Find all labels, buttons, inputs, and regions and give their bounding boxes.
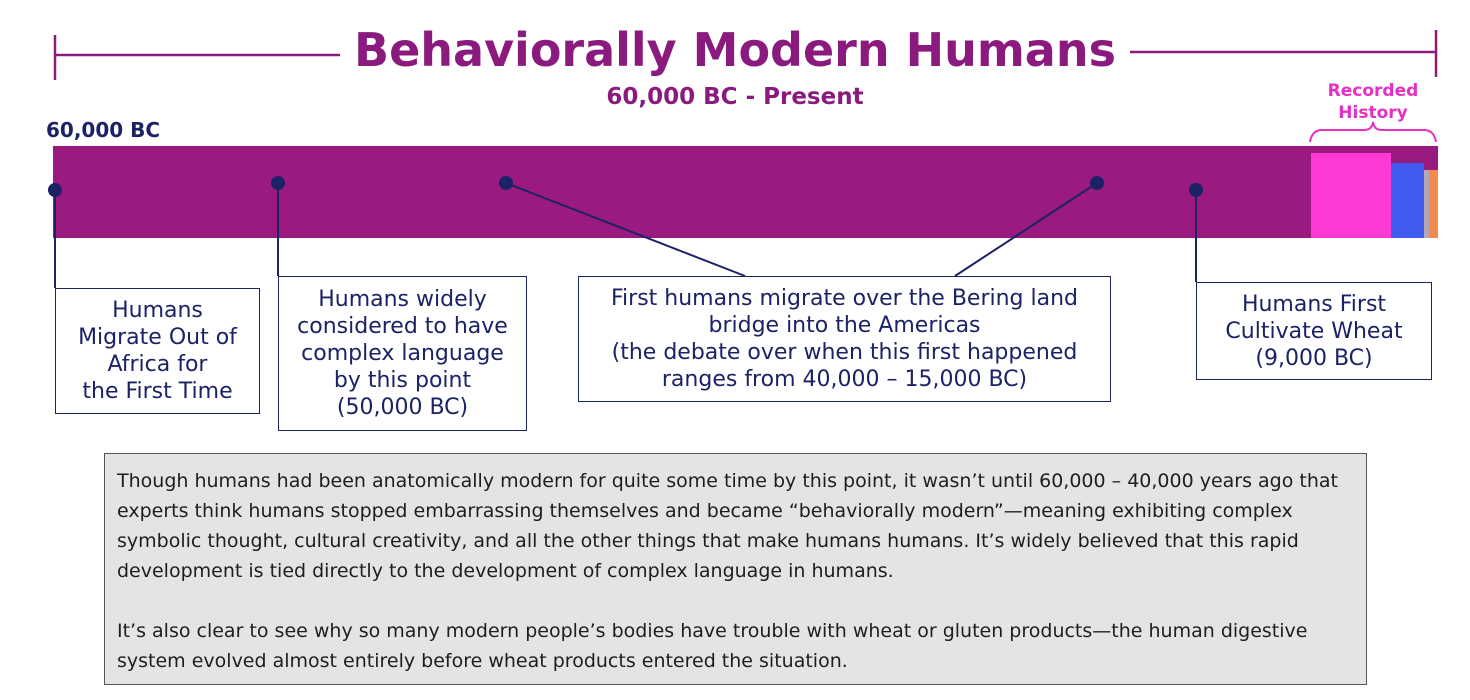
explanation-note xyxy=(104,453,1367,685)
event-marker-3a xyxy=(499,176,513,190)
recorded-history-label: Recorded History xyxy=(1327,81,1419,123)
event-text-4: Humans First Cultivate Wheat (9,000 BC) xyxy=(1225,291,1403,371)
event-box-3 xyxy=(578,276,1111,402)
connector-event-3a xyxy=(506,183,745,276)
event-marker-3b xyxy=(1090,176,1104,190)
event-text-3: First humans migrate over the Bering land bridge into the Americas (the debate over when this first happened ranges from 40,000 – 15,000 BC) xyxy=(610,286,1079,392)
event-marker-2 xyxy=(271,176,285,190)
note-paragraph-1: Though humans had been anatomically modern for quite some time by this point, it wasn’t until 60,000 – 40,000 years ago that experts think humans stopped embarrassing themselves and became “behaviorally modern”—meaning exhibiting complex symbolic thought, cultural creativity, and all the other things that make humans humans. It’s widely believed that this rapid development is tied directly to the development of complex language in humans. xyxy=(117,470,1338,582)
page-title-text: Behaviorally Modern Humans xyxy=(340,23,1130,77)
event-marker-1 xyxy=(48,183,62,197)
event-text-1: Humans Migrate Out of Africa for the First Time xyxy=(78,298,237,404)
note-paragraph-2: It’s also clear to see why so many modern people’s bodies have trouble with wheat or gluten products—the human digestive system evolved almost entirely before wheat products entered the situation. xyxy=(117,620,1308,672)
event-box-2 xyxy=(278,276,527,431)
event-text-2: Humans widely considered to have complex language by this point (50,000 BC) xyxy=(297,287,508,420)
event-box-4 xyxy=(1196,282,1432,380)
connector-event-3b xyxy=(955,183,1097,276)
timeline-start-label: 60,000 BC xyxy=(46,118,161,142)
event-marker-4 xyxy=(1189,183,1203,197)
event-box-1 xyxy=(55,288,260,414)
page-subtitle: 60,000 BC - Present xyxy=(606,84,864,110)
